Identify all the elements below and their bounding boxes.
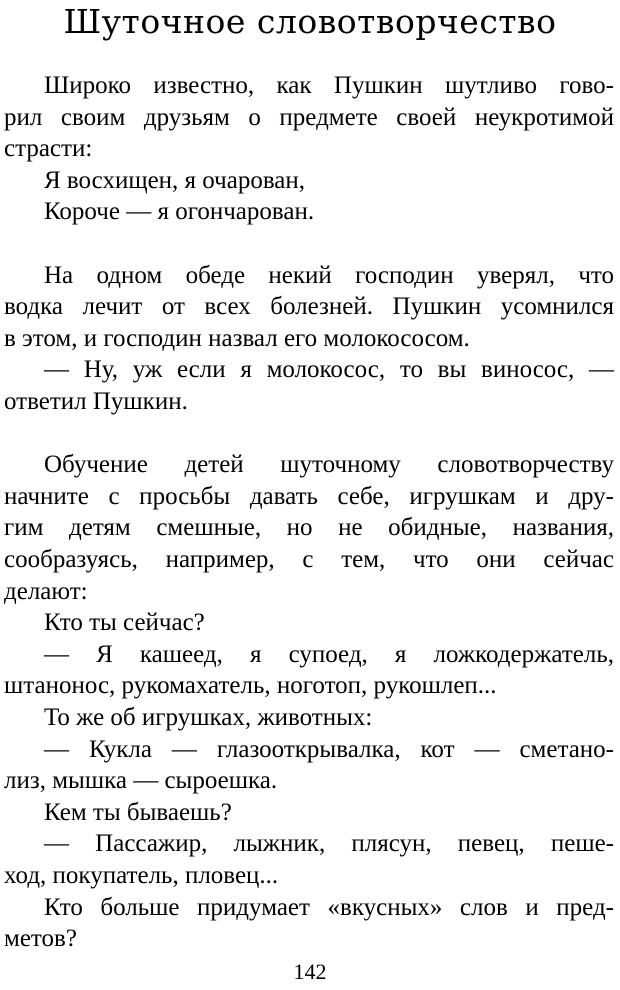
text-line: гим детям смешные, но не обидные, названия, bbox=[4, 514, 614, 541]
text-line: лиз, мышка — сыроешка. bbox=[4, 767, 278, 794]
text-line: Обучение детей шуточному словотворчеству bbox=[44, 451, 614, 478]
text-line: — Я кашеед, я супоед, я ложкодержатель, bbox=[44, 641, 614, 668]
verse-line: Короче — я огончарован. bbox=[44, 198, 315, 225]
text-line: ответил Пушкин. bbox=[4, 388, 188, 415]
text-line: — Ну, уж если я молокосос, то вы виносос, — bbox=[44, 356, 614, 383]
verse-line: Я восхищен, я очарован, bbox=[44, 167, 306, 194]
text-line: Кто больше придумает «вкусных» слов и пред- bbox=[44, 894, 614, 921]
text-line: ход, покупатель, пловец... bbox=[4, 862, 279, 889]
text-line: делают: bbox=[4, 578, 88, 605]
text-line: — Кукла — глазооткрывалка, кот — сметано- bbox=[44, 736, 614, 763]
text-line: Кем ты бываешь? bbox=[44, 799, 232, 826]
text-line: сообразуясь, например, с тем, что они сейчас bbox=[4, 546, 614, 573]
text-line: водка лечит от всех болезней. Пушкин усомнился bbox=[4, 293, 614, 320]
text-line: штанонос, рукомахатель, ноготоп, рукошлеп... bbox=[4, 672, 497, 699]
text-line: страсти: bbox=[4, 135, 93, 162]
text-line: На одном обеде некий господин уверял, что bbox=[44, 262, 614, 289]
text-line: — Пассажир, лыжник, плясун, певец, пеше- bbox=[44, 830, 614, 857]
page-number: 142 bbox=[293, 959, 327, 984]
text-line: рил своим друзьям о предмете своей неукротимой bbox=[4, 104, 614, 131]
page-title: Шуточное словотворчество bbox=[63, 2, 557, 41]
text-line: Кто ты сейчас? bbox=[44, 609, 205, 636]
text-line: в этом, и господин назвал его молокососом. bbox=[4, 325, 470, 352]
text-line: метов? bbox=[4, 925, 77, 952]
text-line: Широко известно, как Пушкин шутливо гово- bbox=[44, 72, 614, 99]
text-line: начните с просьбы давать себе, игрушкам и дру- bbox=[4, 483, 614, 510]
text-line: То же об игрушках, животных: bbox=[44, 704, 373, 731]
